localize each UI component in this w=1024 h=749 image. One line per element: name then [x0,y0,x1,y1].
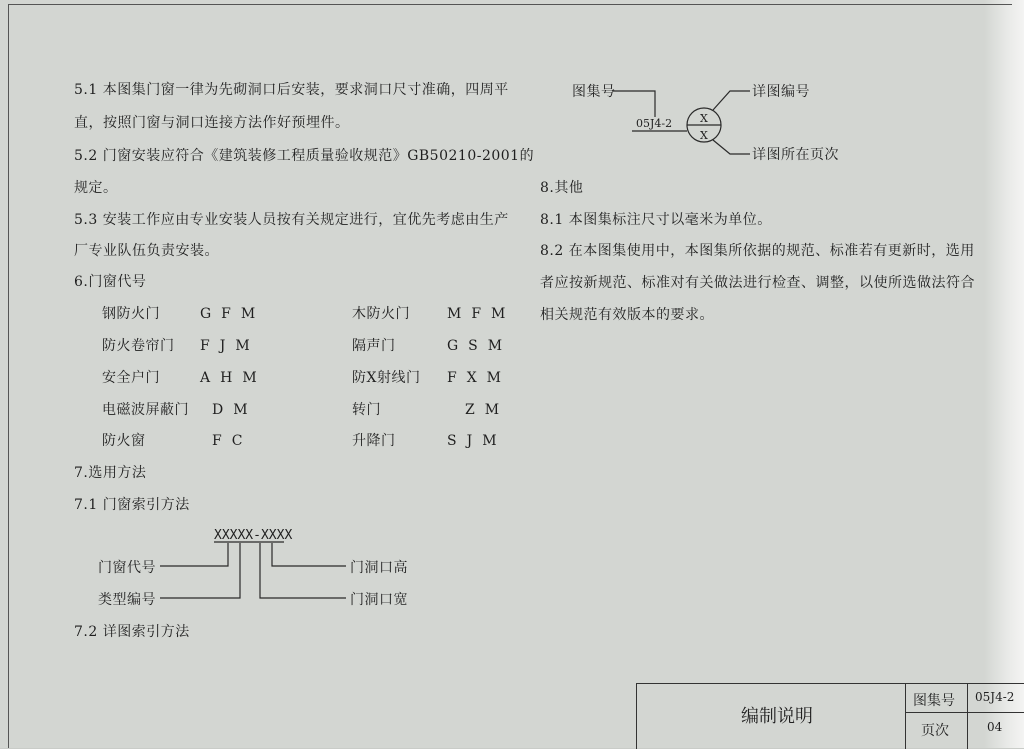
title-block-page-value: 04 [987,720,1003,734]
label-detail-page: 详图所在页次 [752,147,839,163]
section-8-heading: 8.其他 [540,180,584,196]
code-value-left: FJM [200,338,260,354]
para-5-2-line1: 5.2 门窗安装应符合《建筑装修工程质量验收规范》GB50210-2001的 [74,148,535,164]
circle-detail-number: X [700,112,708,125]
code-name-left: 钢防火门 [102,306,160,322]
title-block-title: 编制说明 [741,706,813,727]
code-name-left: 电磁波屏蔽门 [102,402,189,418]
code-value-right: ZM [465,402,510,418]
code-name-left: 安全户门 [102,370,160,386]
label-detail-number: 详图编号 [752,84,810,100]
label-opening-width: 门洞口宽 [350,592,408,608]
code-name-right: 转门 [352,402,381,418]
code-value-right: FXM [447,370,512,386]
code-name-right: 木防火门 [352,306,410,322]
title-block-atlas-label: 图集号 [913,693,955,709]
section-6-heading: 6.门窗代号 [74,274,147,290]
code-value-right: GSM [447,338,513,354]
label-atlas-number: 图集号 [572,84,616,100]
para-8-2-line1: 8.2 在本图集使用中，本图集所依据的规范、标准若有更新时，选用 [540,243,975,259]
label-door-code: 门窗代号 [98,560,156,576]
code-name-right: 防X射线门 [352,370,421,386]
section-7-2-heading: 7.2 详图索引方法 [74,624,190,640]
title-block [636,683,1024,749]
atlas-code: 05J4-2 [636,117,673,130]
code-value-left: DM [212,402,258,418]
para-5-3-line2: 厂专业队伍负责安装。 [74,243,219,259]
code-name-left: 防火卷帘门 [102,338,175,354]
para-8-2-line2: 者应按新规范、标准对有关做法进行检查、调整，以使所选做法符合 [540,275,975,291]
para-5-1-line1: 5.1 本图集门窗一律为先砌洞口后安装，要求洞口尺寸准确，四周平 [74,82,509,98]
para-5-2-line2: 规定。 [74,180,118,196]
section-7-heading: 7.选用方法 [74,465,147,481]
para-8-2-line3: 相关规范有效版本的要求。 [540,307,714,323]
para-5-3-line1: 5.3 安装工作应由专业安装人员按有关规定进行，宜优先考虑由生产 [74,212,509,228]
code-value-left: AHM [200,370,267,386]
title-block-page-label: 页次 [921,723,949,739]
para-8-1: 8.1 本图集标注尺寸以毫米为单位。 [540,212,772,228]
code-name-right: 隔声门 [352,338,396,354]
title-block-atlas-value: 05J4-2 [975,690,1015,704]
circle-page-number: X [700,129,708,142]
code-name-left: 防火窗 [102,433,146,449]
para-5-1-line2: 直，按照门窗与洞口连接方法作好预埋件。 [74,115,350,131]
code-value-left: FC [212,433,253,449]
code-name-right: 升降门 [352,433,396,449]
code-value-right: MFM [447,306,516,322]
label-opening-height: 门洞口高 [350,560,408,576]
section-7-1-heading: 7.1 门窗索引方法 [74,497,190,513]
code-value-left: GFM [200,306,266,322]
label-type-number: 类型编号 [98,592,156,608]
code-value-right: SJM [447,433,507,449]
index-code: XXXXX-XXXX [214,528,293,543]
